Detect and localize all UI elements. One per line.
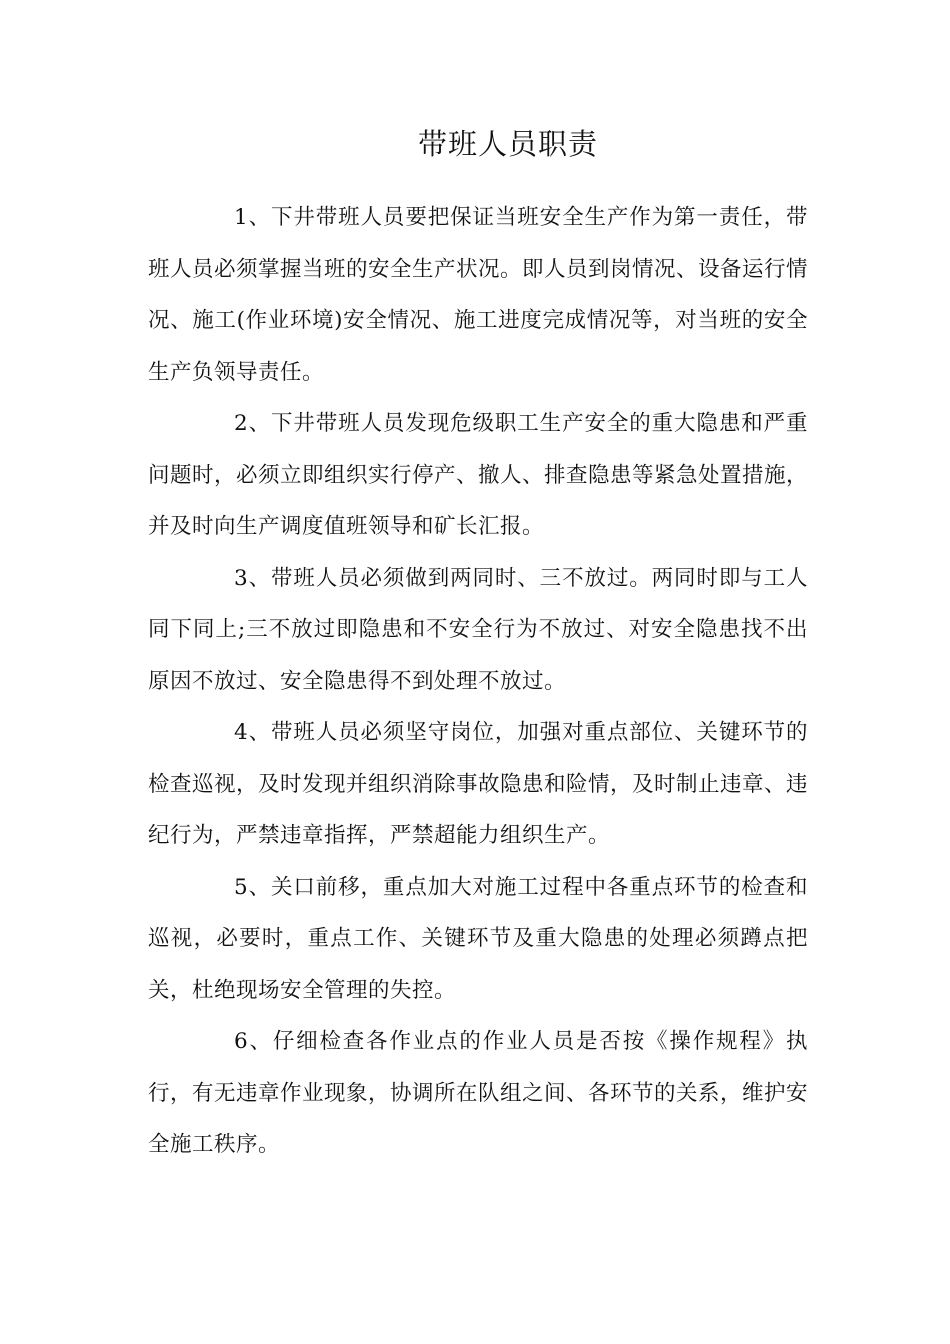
paragraph-5: 5、关口前移，重点加大对施工过程中各重点环节的检查和巡视，必要时，重点工作、关键环节及重大隐患的处理必须蹲点把关，杜绝现场安全管理的失控。 [148,874,808,1003]
paragraph-4: 4、带班人员必须坚守岗位，加强对重点部位、关键环节的检查巡视，及时发现并组织消除事故隐患和险情，及时制止违章、违纪行为，严禁违章指挥，严禁超能力组织生产。 [148,720,809,848]
paragraph-3: 3、带班人员必须做到两同时、三不放过。两同时即与工人同下同上;三不放过即隐患和不安全行为不放过、对安全隐患找不出原因不放过、安全隐患得不到处理不放过。 [148,565,808,694]
paragraph-2: 2、下井带班人员发现危级职工生产安全的重大隐患和严重问题时，必须立即组织实行停产、撤人、排查隐患等紧急处置措施，并及时向生产调度值班领导和矿长汇报。 [148,411,809,539]
document-title: 带班人员职责 [417,127,598,161]
paragraph-1: 1、下井带班人员要把保证当班安全生产作为第一责任，带班人员必须掌握当班的安全生产状况。即人员到岗情况、设备运行情况、施工(作业环境)安全情况、施工进度完成情况等，对当班的安全生产负领导责任。 [148,205,809,385]
paragraph-6: 6、仔细检查各作业点的作业人员是否按《操作规程》执行，有无违章作业现象，协调所在队组之间、各环节的关系，维护安全施工秩序。 [148,1029,809,1157]
document-body [148,192,808,1171]
